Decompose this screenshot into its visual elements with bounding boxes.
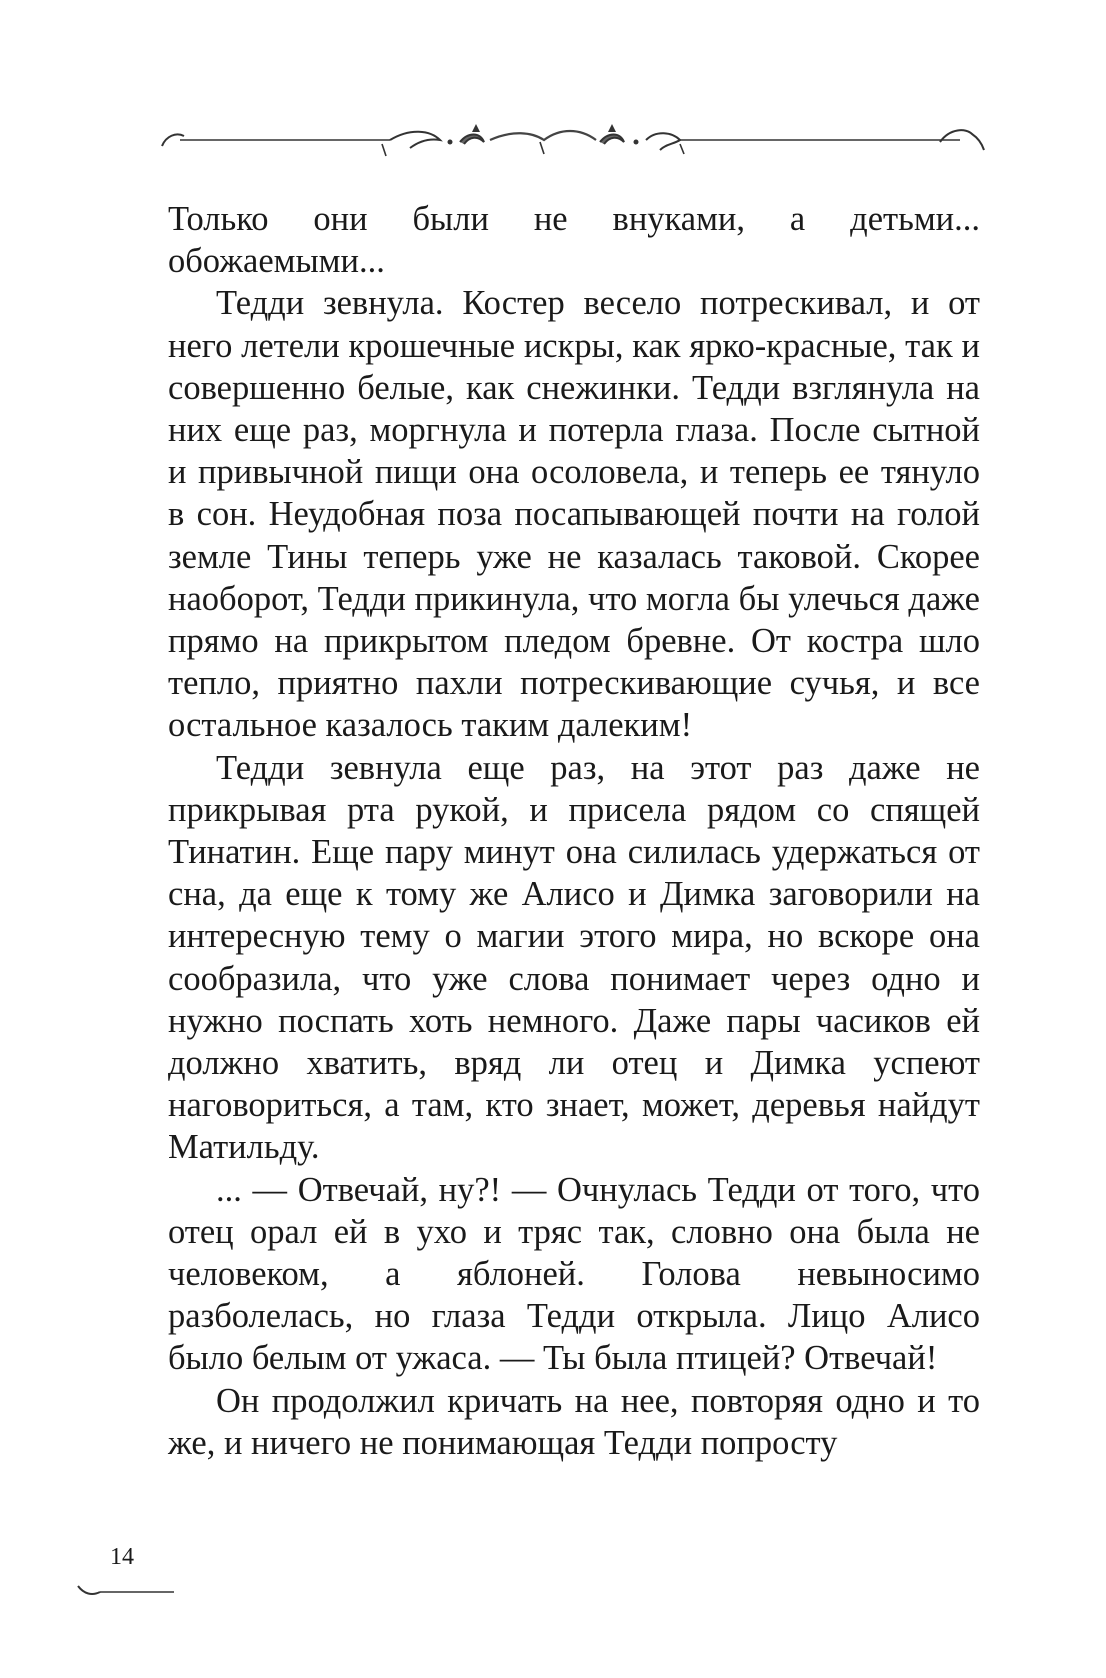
page-body	[168, 198, 980, 1464]
paragraph: Он продолжил кричать на нее, повторяя одно и то же, и ничего не понимающая Тедди попросту	[168, 1381, 980, 1462]
paragraph: ... — Отвечай, ну?! — Очнулась Тедди от того, что отец орал ей в ухо и тряс так, словно она была не человеком, а яблоней. Голова невыносимо разболелась, но глаза Тедди открыла. Лицо Алисо было белым от ужаса. — Ты была птицей? Отвечай!	[168, 1170, 980, 1378]
paragraph: Тедди зевнула еще раз, на этот раз даже не прикрывая рта рукой, и присела рядом со спящей Тинатин. Еще пару минут она силилась удержаться от сна, да еще к тому же Алисо и Димка заговорили на интересную тему о магии этого мира, но вскоре она сообразила, что уже слова понимает через одно и нужно поспать хоть немного. Даже пары часиков ей должно хватить, вряд ли отец и Димка успеют наговориться, а там, кто знает, может, деревья найдут Матильду.	[168, 748, 980, 1167]
header-ornament	[160, 118, 990, 178]
footer-ornament	[76, 1580, 176, 1600]
paragraph: Тедди зевнула. Костер весело потрескивал, и от него летели крошечные искры, как ярко-красные, так и совершенно белые, как снежинки. Тедди взглянула на них еще раз, моргнула и потерла глаза. После сытной и привычной пищи она осоловела, и теперь ее тянуло в сон. Неудобная поза посапывающей почти на голой земле Тины теперь уже не казалась таковой. Скорее наоборот, Тедди прикинула, что могла бы улечься даже прямо на прикрытом пледом бревне. От костра шло тепло, приятно пахли потрескивающие сучья, и все остальное казалось таким далеким!	[168, 284, 980, 745]
paragraph: Только они были не внуками, а детьми... обожаемыми...	[168, 200, 980, 281]
page-number: 14	[110, 1544, 134, 1570]
